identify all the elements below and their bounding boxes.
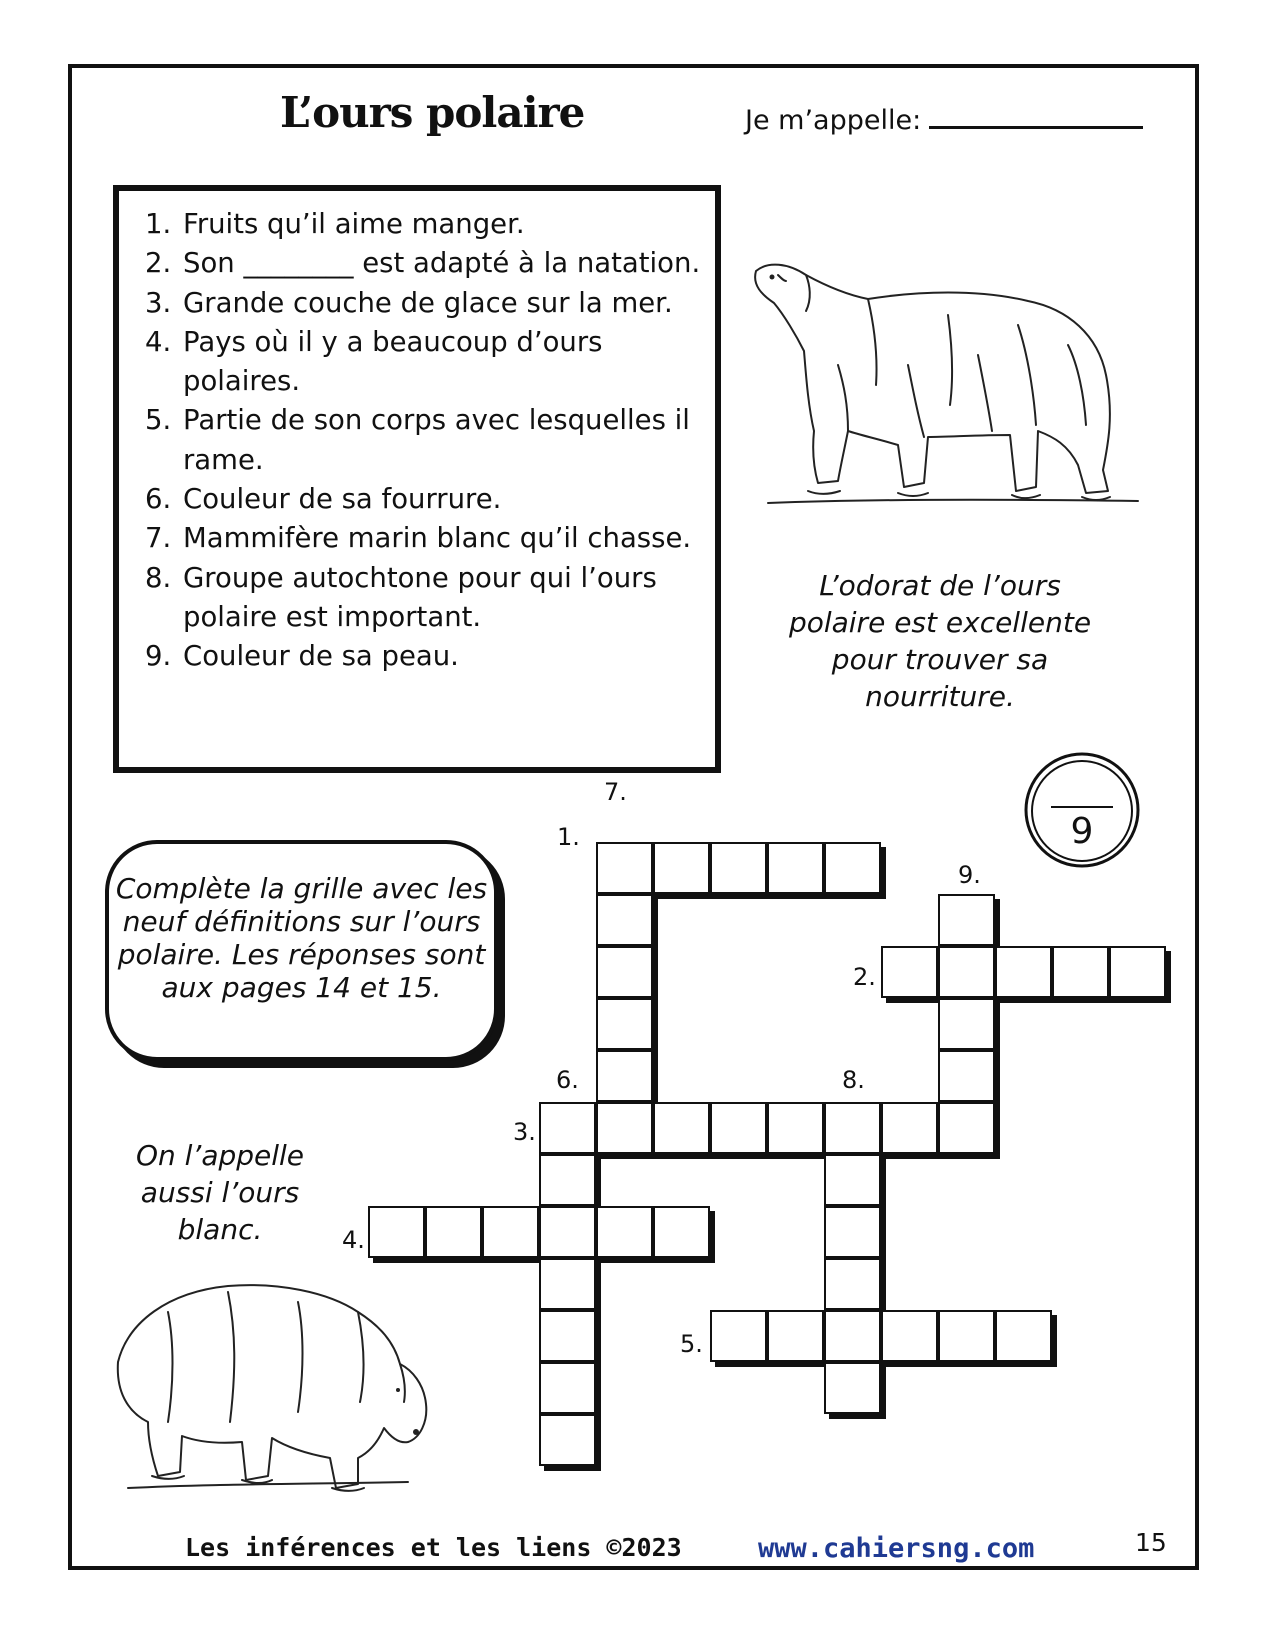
grid-cell[interactable]	[824, 1154, 881, 1206]
grid-label-6: 6.	[556, 1066, 579, 1094]
score-denominator: 9	[1070, 811, 1094, 852]
clue-number: 4.	[145, 325, 172, 358]
grid-cell[interactable]	[995, 1310, 1052, 1362]
grid-cell[interactable]	[653, 1206, 710, 1258]
clue-number: 9.	[145, 640, 172, 673]
grid-cell[interactable]	[539, 1258, 596, 1310]
clue-number: 5.	[145, 404, 172, 437]
clue-text: Fruits qu’il aime manger.	[183, 208, 525, 240]
grid-cell[interactable]	[653, 1102, 710, 1154]
instructions-bubble: Complète la grille avec les neuf définitions sur l’ours polaire. Les réponses sont aux pages 14 et 15.	[105, 840, 498, 1061]
grid-cell[interactable]	[368, 1206, 425, 1258]
grid-cell[interactable]	[938, 998, 995, 1050]
grid-cell[interactable]	[1052, 946, 1109, 998]
grid-cell[interactable]	[824, 1258, 881, 1310]
clue-number: 2.	[145, 247, 172, 280]
grid-label-3: 3.	[513, 1118, 536, 1146]
grid-cell[interactable]	[881, 1102, 938, 1154]
clue-text: Mammifère marin blanc qu’il chasse.	[183, 522, 692, 555]
grid-cell[interactable]	[1109, 946, 1166, 998]
grid-cell[interactable]	[596, 842, 653, 894]
grid-cell[interactable]	[995, 946, 1052, 998]
clue-text: Couleur de sa fourrure.	[183, 483, 502, 516]
grid-cell[interactable]	[767, 1310, 824, 1362]
clue-text: Partie de son corps avec lesquelles il rame.	[183, 404, 690, 476]
grid-label-8: 8.	[842, 1066, 865, 1094]
footer-copyright: Les inférences et les liens ©2023	[185, 1533, 682, 1562]
grid-cell[interactable]	[881, 946, 938, 998]
footer-website-link[interactable]: www.cahiersng.com	[758, 1533, 1035, 1564]
grid-cell[interactable]	[824, 1310, 881, 1362]
grid-cell[interactable]	[710, 842, 767, 894]
grid-cell[interactable]	[938, 894, 995, 946]
page-title: L’ours polaire	[280, 88, 585, 137]
clue-text: Grande couche de glace sur la mer.	[183, 286, 673, 319]
grid-cell[interactable]	[710, 1102, 767, 1154]
clue-number: 1.	[145, 208, 172, 240]
grid-cell[interactable]	[938, 1050, 995, 1102]
grid-cell[interactable]	[596, 946, 653, 998]
grid-cell[interactable]	[938, 1310, 995, 1362]
grid-cell[interactable]	[539, 1310, 596, 1362]
grid-cell[interactable]	[881, 1310, 938, 1362]
grid-label-1: 1.	[557, 823, 580, 851]
clue-number: 3.	[145, 286, 172, 319]
clue-text: Pays où il y a beaucoup d’ours polaires.	[183, 325, 603, 398]
grid-cell[interactable]	[767, 842, 824, 894]
grid-cell[interactable]	[596, 1206, 653, 1258]
grid-cell[interactable]	[596, 894, 653, 946]
grid-cell[interactable]	[710, 1310, 767, 1362]
name-label: Je m’appelle:	[745, 105, 922, 136]
grid-label-9: 9.	[958, 861, 981, 889]
clue-number: 6.	[145, 483, 172, 516]
grid-cell[interactable]	[539, 1206, 596, 1258]
clue-text: Couleur de sa peau.	[183, 640, 459, 673]
clue-number: 8.	[145, 561, 172, 594]
grid-cell[interactable]	[596, 998, 653, 1050]
grid-label-5: 5.	[680, 1330, 703, 1358]
grid-cell[interactable]	[938, 946, 995, 998]
grid-cell[interactable]	[824, 1362, 881, 1414]
clue-text: Son ________ est adapté à la natation.	[183, 247, 701, 280]
grid-cell[interactable]	[539, 1414, 596, 1466]
grid-cell[interactable]	[596, 1102, 653, 1154]
grid-cell[interactable]	[596, 1050, 653, 1102]
grid-label-2: 2.	[853, 963, 876, 991]
grid-cell[interactable]	[539, 1102, 596, 1154]
clue-text: Groupe autochtone pour qui l’ours polaire est important.	[183, 561, 657, 633]
grid-cell[interactable]	[653, 842, 710, 894]
grid-cell[interactable]	[539, 1154, 596, 1206]
page-number: 15	[1135, 1528, 1167, 1557]
grid-cell[interactable]	[938, 1102, 995, 1154]
grid-label-4: 4.	[342, 1226, 365, 1254]
grid-cell[interactable]	[539, 1362, 596, 1414]
grid-cell[interactable]	[824, 1206, 881, 1258]
grid-cell[interactable]	[425, 1206, 482, 1258]
grid-cell[interactable]	[767, 1102, 824, 1154]
grid-label-7: 7.	[604, 778, 627, 806]
fact-also-called: On l’appelle aussi l’ours blanc.	[135, 1139, 305, 1246]
grid-cell[interactable]	[824, 842, 881, 894]
grid-cell[interactable]	[824, 1102, 881, 1154]
grid-cell[interactable]	[482, 1206, 539, 1258]
clue-number: 7.	[145, 522, 172, 555]
fact-smell: L’odorat de l’ours polaire est excellente pour trouver sa nourriture.	[788, 569, 1092, 713]
